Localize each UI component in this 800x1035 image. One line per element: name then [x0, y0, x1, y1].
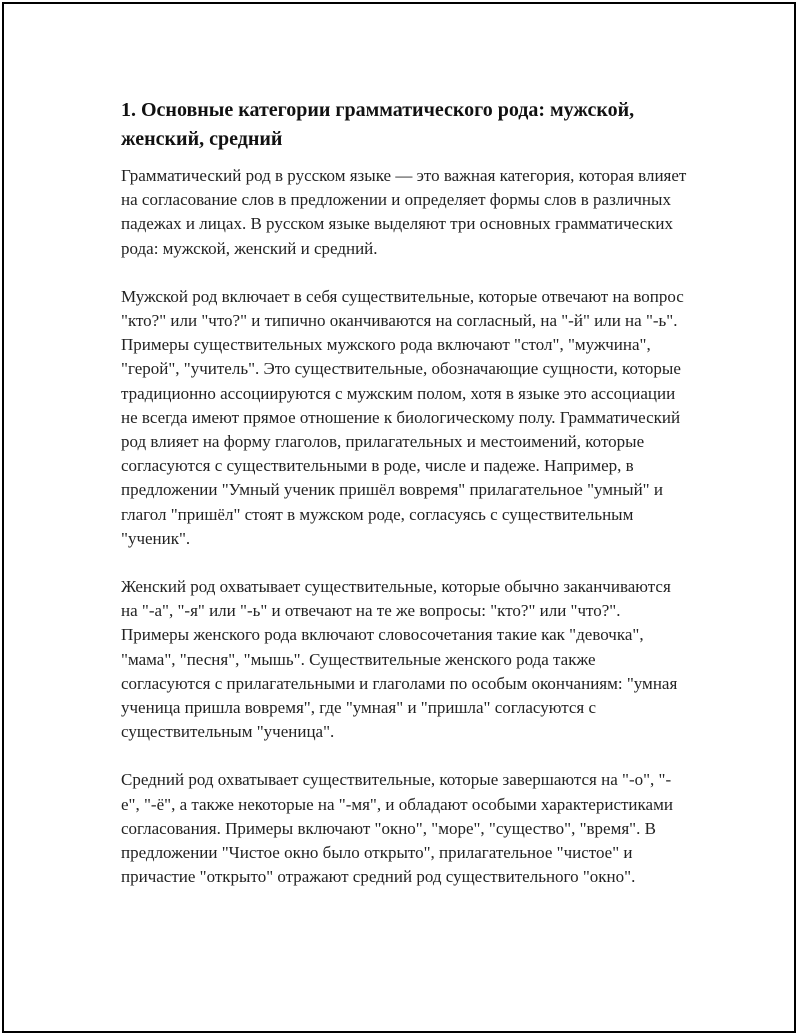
- paragraph-feminine: Женский род охватывает существительные, которые обычно заканчиваются на "-а", "-я" или "-ь" и отвечают на те же вопросы: "кто?" или "что?". Примеры женского рода включают словосочетания такие как "девочка", "мама", "песня", "мышь". Существительные женского рода также согласуются с прилагательными и глаголами по особым окончаниям: "умная ученица пришла вовремя", где "умная" и "пришла" согласуются с существительным "ученица".: [121, 577, 678, 742]
- document-body: [121, 96, 689, 913]
- paragraph-masculine: Мужской род включает в себя существительные, которые отвечают на вопрос "кто?" или "что?" и типично оканчиваются на согласный, на "-й" или на "-ь". Примеры существительных мужского рода включают "стол", "мужчина", "герой", "учитель". Это существительные, обозначающие сущности, которые традиционно ассоциируются с мужским полом, хотя в языке это ассоциации не всегда имеют прямое отношение к биологическому полу. Грамматический род влияет на форму глаголов, прилагательных и местоимений, которые согласуются с существительными в роде, числе и падеже. Например, в предложении "Умный ученик пришёл вовремя" прилагательное "умный" и глагол "пришёл" стоят в мужском роде, согласуясь с существительным "ученик".: [121, 286, 684, 548]
- paragraph-intro: Грамматический род в русском языке — это важная категория, которая влияет на согласование слов в предложении и определяет формы слов в различных падежах и лицах. В русском языке выделяют три основных грамматических рода: мужской, женский и средний.: [121, 166, 687, 258]
- paragraph-neuter: Средний род охватывает существительные, которые завершаются на "-о", "-е", "-ё", а также некоторые на "-мя", и обладают особыми характеристиками согласования. Примеры включают "окно", "море", "существо", "время". В предложении "Чистое окно было открыто", прилагательное "чистое" и причастие "открыто" отражают средний род существительного "окно".: [121, 770, 673, 887]
- page-border: [2, 2, 796, 1033]
- section-heading: 1. Основные категории грамматического рода: мужской, женский, средний: [121, 99, 635, 150]
